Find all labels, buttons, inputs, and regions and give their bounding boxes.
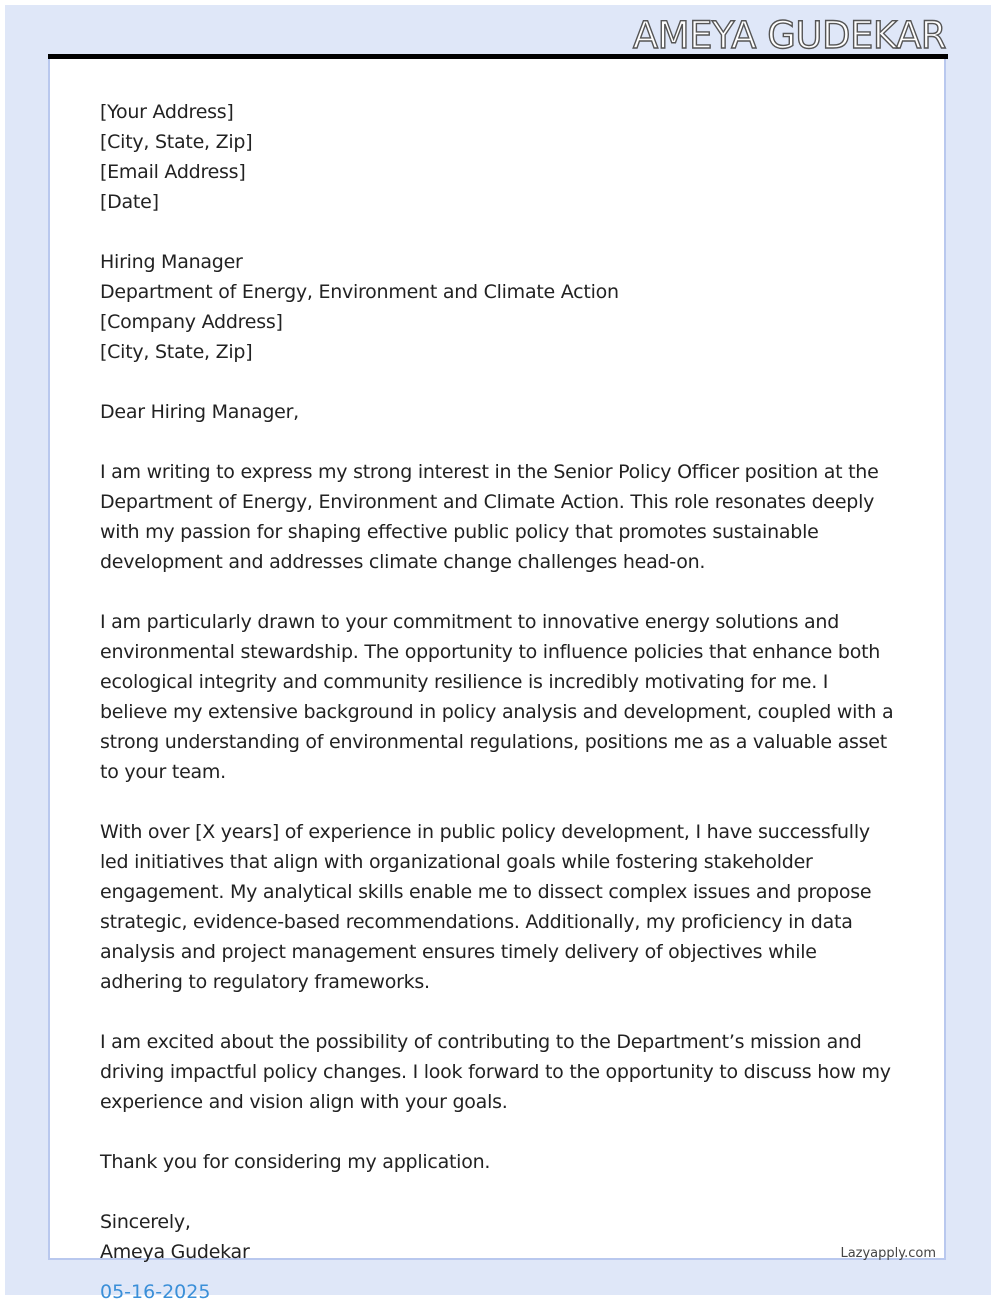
recipient-organization: Department of Energy, Environment and Climate Action — [100, 281, 619, 303]
spacer — [100, 427, 900, 457]
spacer — [100, 217, 900, 247]
body-paragraph-5: Thank you for considering my application. — [100, 1151, 491, 1173]
spacer — [100, 1177, 900, 1207]
sender-date: [Date] — [100, 191, 159, 213]
watermark-text: Lazyapply.com — [840, 1246, 936, 1261]
recipient-address: [Company Address] — [100, 311, 283, 333]
body-paragraph-3: With over [X years] of experience in public policy development, I have successfully led initiatives that align with organizational goals while fostering stakeholder engagement. My analytical skills enable me to dissect complex issues and propose strategic, evidence-based recommendations. Additionally, my proficiency in data analysis and project management ensures timely delivery of objectives while adhering to regulatory frameworks. — [100, 821, 872, 993]
applicant-name-heading: AMEYA GUDEKAR — [632, 14, 946, 57]
spacer — [100, 577, 900, 607]
signature-name: Ameya Gudekar — [100, 1241, 250, 1263]
sender-city-state-zip: [City, State, Zip] — [100, 131, 253, 153]
cover-letter-body — [100, 97, 900, 1267]
spacer — [100, 997, 900, 1027]
salutation: Dear Hiring Manager, — [100, 401, 299, 423]
closing: Sincerely, — [100, 1211, 191, 1233]
recipient-city-state-zip: [City, State, Zip] — [100, 341, 253, 363]
sender-email: [Email Address] — [100, 161, 246, 183]
sender-address: [Your Address] — [100, 101, 234, 123]
spacer — [100, 787, 900, 817]
recipient-title: Hiring Manager — [100, 251, 243, 273]
footer-date: 05-16-2025 — [100, 1281, 211, 1303]
spacer — [100, 1117, 900, 1147]
body-paragraph-1: I am writing to express my strong interest in the Senior Policy Officer position at the Department of Energy, Environment and Climate Action. This role resonates deeply with my passion for shaping effective public policy that promotes sustainable development and addresses climate change challenges head-on. — [100, 461, 879, 573]
spacer — [100, 367, 900, 397]
body-paragraph-4: I am excited about the possibility of contributing to the Department’s mission and driving impactful policy changes. I look forward to the opportunity to discuss how my experience and vision align with your goals. — [100, 1031, 891, 1113]
body-paragraph-2: I am particularly drawn to your commitment to innovative energy solutions and environmental stewardship. The opportunity to influence policies that enhance both ecological integrity and community resilience is incredibly motivating for me. I believe my extensive background in policy analysis and development, coupled with a strong understanding of environmental regulations, positions me as a valuable asset to your team. — [100, 611, 894, 783]
